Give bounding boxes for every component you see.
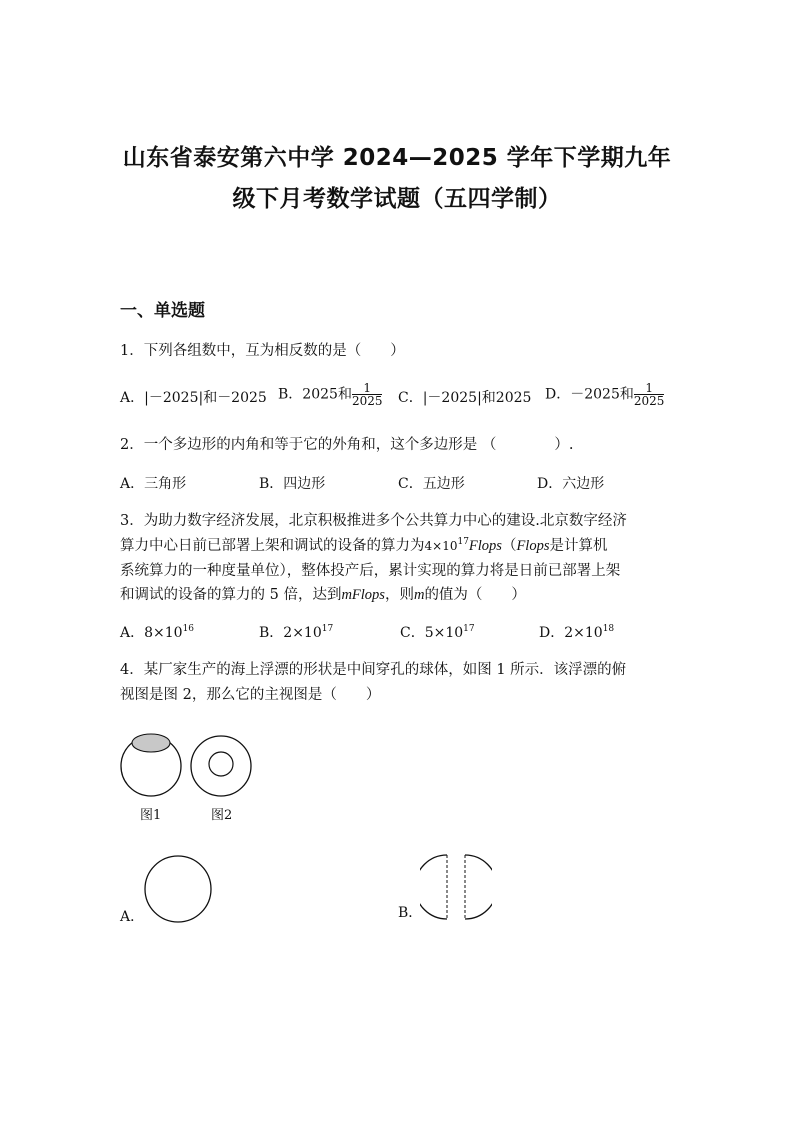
connector-text: 和 — [619, 386, 634, 403]
fraction-denominator: 2025 — [633, 394, 665, 408]
q1-stem: 1．下列各组数中，互为相反数的是（ ） — [120, 343, 405, 359]
option-label: C． — [398, 390, 423, 406]
math-expr: 2025 — [302, 386, 338, 403]
fraction-numerator: 1 — [634, 382, 665, 395]
section-heading: 一、单选题 — [120, 301, 205, 321]
q2-option-d[interactable]: D．六边形 — [537, 476, 605, 492]
front-view-circle — [145, 856, 211, 922]
q3-line-3: 系统算力的一种度量单位），整体投产后，累计实现的算力将是日前已部署上架 — [120, 563, 621, 579]
math-base: 2×10 — [283, 625, 322, 641]
q4-option-a-circle[interactable] — [142, 853, 214, 925]
q1-option-b[interactable] — [278, 382, 382, 407]
math-unit: Flops — [516, 538, 550, 554]
q1-option-a[interactable] — [120, 391, 267, 405]
fraction-numerator: 1 — [352, 382, 383, 395]
left-segment — [420, 855, 447, 919]
q4-option-b-label[interactable]: B． — [398, 905, 423, 921]
q2-option-a[interactable]: A．三角形 — [120, 476, 187, 492]
math-exponent: 18 — [602, 624, 615, 634]
fraction — [634, 382, 665, 407]
fraction — [352, 382, 383, 407]
figure-1-sphere — [118, 730, 184, 798]
q3-line-4 — [120, 588, 526, 603]
math-exponent: 16 — [182, 624, 195, 634]
hole-ellipse — [132, 734, 170, 752]
option-label: A． — [120, 625, 145, 641]
math-unit: mFlops — [341, 587, 385, 603]
q1-option-d[interactable] — [545, 382, 664, 407]
math-base: 8×10 — [144, 625, 183, 641]
math-expr — [425, 538, 469, 554]
q2-option-c[interactable]: C．五边形 — [398, 476, 465, 492]
figure-2-top-view — [189, 734, 253, 798]
option-label: B． — [278, 386, 303, 403]
connector-text: 和 — [481, 390, 496, 406]
option-label: C． — [400, 625, 425, 641]
math-expr: －2025 — [570, 386, 620, 403]
q3-text: （ — [501, 538, 517, 554]
right-segment — [465, 855, 492, 919]
q3-option-c[interactable] — [400, 626, 475, 640]
q3-option-d[interactable] — [539, 626, 614, 640]
math-expr: |－2025| — [422, 390, 482, 406]
q4-option-b-split-sphere[interactable] — [420, 851, 492, 923]
q3-text: 的值为（ ） — [424, 587, 526, 603]
outer-circle — [191, 736, 251, 796]
q3-text: 和调试的设备的算力的 5 倍，达到 — [120, 587, 342, 603]
q3-line-2 — [120, 539, 607, 554]
math-expr: －2025 — [217, 390, 267, 406]
figure-1-caption: 图1 — [140, 808, 162, 823]
connector-text: 和 — [203, 390, 218, 406]
q3-text: 算力中心日前已部署上架和调试的设备的算力为 — [120, 538, 425, 554]
q3-text: 是计算机 — [549, 538, 608, 554]
math-base: 2×10 — [564, 625, 603, 641]
math-var: m — [413, 587, 425, 603]
fraction-denominator: 2025 — [351, 394, 383, 408]
math-expr: |－2025| — [144, 390, 204, 406]
q1-option-c[interactable] — [398, 391, 531, 405]
q4-line-2: 视图是图 2，那么它的主视图是（ ） — [120, 687, 381, 703]
connector-text: 和 — [337, 386, 352, 403]
q4-option-a-label[interactable]: A． — [120, 909, 145, 925]
option-label: B． — [259, 625, 284, 641]
math-base: 4×10 — [424, 539, 458, 553]
option-label: D． — [539, 625, 565, 641]
math-expr: 2025 — [495, 390, 532, 406]
page-title-line-2: 级下月考数学试题（五四学制） — [232, 186, 562, 212]
option-label: A． — [120, 390, 145, 406]
q4-line-1: 4．某厂家生产的海上浮漂的形状是中间穿孔的球体，如图 1 所示．该浮漂的俯 — [120, 662, 627, 678]
q3-line-1: 3．为助力数字经济发展，北京积极推进多个公共算力中心的建设.北京数字经济 — [120, 513, 627, 529]
figure-2-caption: 图2 — [211, 808, 233, 823]
q2-stem: 2．一个多边形的内角和等于它的外角和，这个多边形是 （ ）. — [120, 437, 574, 453]
q3-text: ，则 — [384, 587, 414, 603]
option-label: D． — [545, 386, 571, 403]
page-title-line-1: 山东省泰安第六中学 2024—2025 学年下学期九年 — [122, 145, 672, 171]
math-exponent: 17 — [463, 624, 475, 634]
q3-option-a[interactable] — [120, 626, 194, 640]
inner-circle — [209, 752, 233, 776]
q2-option-b[interactable]: B．四边形 — [259, 476, 326, 492]
math-unit: Flops — [468, 538, 502, 554]
math-exponent: 17 — [457, 537, 469, 547]
math-base: 5×10 — [424, 625, 464, 641]
q3-option-b[interactable] — [259, 626, 333, 640]
math-exponent: 17 — [321, 624, 334, 634]
